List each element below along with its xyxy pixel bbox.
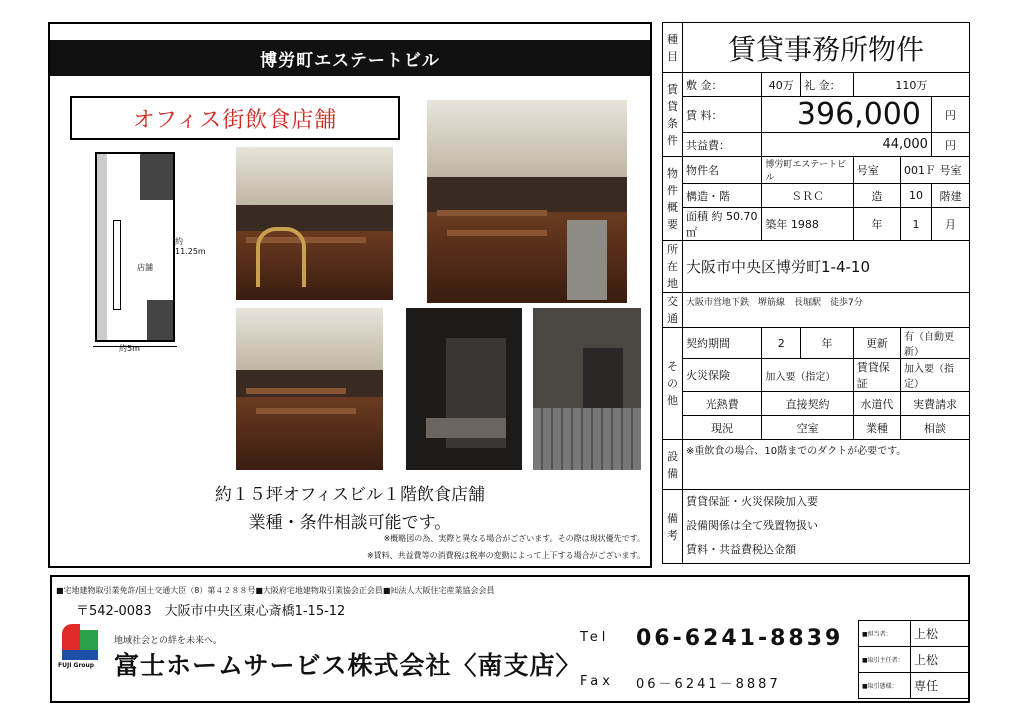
structure-value: ＳＲＣ: [762, 184, 853, 208]
remarks-label: 備考: [663, 490, 683, 564]
guarantee-value: 加入要（指定）: [900, 359, 969, 392]
contract-unit: 年: [801, 328, 854, 359]
common-fee-value: 44,000: [762, 133, 932, 157]
remark-item: 賃料・共益費税込金額: [686, 543, 796, 556]
staff-name: 上松: [911, 621, 970, 647]
note-1: ※概略図の為、実際と異なる場合がございます。その際は現状優先です。: [383, 534, 645, 543]
terms-label: 賃貸条件: [663, 73, 683, 157]
contract-value: 2: [762, 328, 801, 359]
staff-label: ■取引主任者：: [859, 647, 911, 673]
tel-label: Tel: [580, 630, 610, 645]
staff-label: ■担当者：: [859, 621, 911, 647]
photo-dining-2: [427, 100, 627, 303]
photo-kitchen-1: [406, 308, 522, 470]
location-label: 所在地: [663, 241, 683, 293]
rent-label: 賃 料：: [683, 97, 762, 133]
name-value: 博労町エステートビル: [762, 157, 853, 184]
status-value: 空室: [762, 416, 853, 440]
caption-line-1: 約１５坪オフィスビル１階飲食店舗: [214, 485, 486, 505]
fire-label: 火災保険: [683, 359, 762, 392]
structure-label: 構造・階: [683, 184, 762, 208]
note-2: ※賃料、共益費等の消費税は税率の変動によって上下する場合がございます。: [366, 551, 645, 560]
fax-number: 06－6241－8887: [636, 677, 781, 692]
built-year: 1988: [790, 218, 819, 231]
staff-label: ■取引態様：: [859, 673, 911, 699]
registration-info: ■宅地建物取引業免許/国土交通大臣（8）第４２８８号■大阪府宅地建物取引業協会正会員■㈳法人大阪住宅産業協会会員: [56, 586, 495, 595]
equipment-value: ※重飲食の場合、10階までのダクトが必要です。: [683, 440, 970, 490]
rent-value: 396,000: [762, 97, 932, 133]
built-month-suffix: 月: [931, 208, 969, 241]
transport-label: 交通: [663, 293, 683, 328]
area-value: 約 50.70 ㎡: [686, 210, 758, 239]
structure-suffix: 造: [853, 184, 900, 208]
remark-item: 賃貸保証・火災保険加入要: [686, 495, 818, 508]
photo-kitchen-2: [533, 308, 641, 470]
utility-value: 直接契約: [762, 392, 853, 416]
staff-name: 上松: [911, 647, 970, 673]
overview-label: 物件概要: [663, 157, 683, 241]
remarks-list: [683, 490, 970, 564]
room-value: 001Ｆ 号室: [900, 157, 969, 184]
room-label: 号室: [853, 157, 900, 184]
company-address: 〒542-0083 大阪市中央区東心斎橋1-15-12: [76, 604, 346, 619]
floors-value: 10: [900, 184, 931, 208]
transport-value: 大阪市営地下鉄 堺筋線 長堀駅 徒歩7分: [683, 293, 970, 328]
business-label: 業種: [853, 416, 900, 440]
key-money-label: 礼 金：: [801, 73, 854, 97]
status-label: 現況: [683, 416, 762, 440]
floorplan-height-dim: 約11.25m: [175, 237, 206, 256]
key-money-value: 110万: [853, 73, 969, 97]
photo-dining-3: [236, 308, 383, 470]
category-value: 賃貸事務所物件: [683, 23, 970, 73]
company-slogan: 地域社会との絆を未来へ。: [114, 636, 223, 646]
fire-value: 加入要（指定）: [762, 359, 853, 392]
deposit-value: 40万: [762, 73, 801, 97]
common-fee-label: 共益費：: [683, 133, 762, 157]
name-label: 物件名: [683, 157, 762, 184]
floor-plan: [75, 150, 206, 353]
common-fee-yen: 円: [931, 133, 969, 157]
water-label: 水道代: [853, 392, 900, 416]
utility-label: 光熱費: [683, 392, 762, 416]
staff-name: 専任: [911, 673, 970, 699]
equipment-label: 設備: [663, 440, 683, 490]
built-month: 1: [900, 208, 931, 241]
deposit-label: 敷 金：: [683, 73, 762, 97]
remark-item: 設備関係は全て残置物扱い: [686, 519, 818, 532]
built-label: 築年 1988: [762, 208, 853, 241]
company-name: 富士ホームサービス株式会社〈南支店〉: [114, 651, 582, 680]
fax-label: Fax: [580, 674, 614, 689]
other-label: その他: [663, 328, 683, 440]
staff-table: [858, 620, 970, 699]
renew-value: 有（自動更新）: [900, 328, 969, 359]
floorplan-width-dim: 約5m: [119, 344, 140, 353]
catch-copy: オフィス街飲食店舗: [70, 96, 400, 140]
caption-line-2: 業種・条件相談可能です。: [248, 513, 452, 533]
floorplan-shop-label: 店舗: [137, 263, 153, 272]
logo-text: FUJI Group: [58, 662, 95, 669]
renew-label: 更新: [853, 328, 900, 359]
building-title: 博労町エステートビル: [50, 40, 650, 76]
fuji-group-logo: [58, 622, 102, 672]
tel-number[interactable]: 06-6241-8839: [636, 626, 844, 651]
photo-dining-1: [236, 147, 393, 300]
guarantee-label: 賃貸保証: [853, 359, 900, 392]
location-value: 大阪市中央区博労町1-4-10: [683, 241, 970, 293]
business-value: 相談: [900, 416, 969, 440]
area-label: 面積 約 50.70 ㎡: [683, 208, 762, 241]
floors-suffix: 階建: [931, 184, 969, 208]
built-year-suffix: 年: [853, 208, 900, 241]
category-label: 種目: [663, 23, 683, 73]
rent-yen: 円: [931, 97, 969, 133]
spec-table: [662, 22, 970, 564]
water-value: 実費請求: [900, 392, 969, 416]
contract-label: 契約期間: [683, 328, 762, 359]
